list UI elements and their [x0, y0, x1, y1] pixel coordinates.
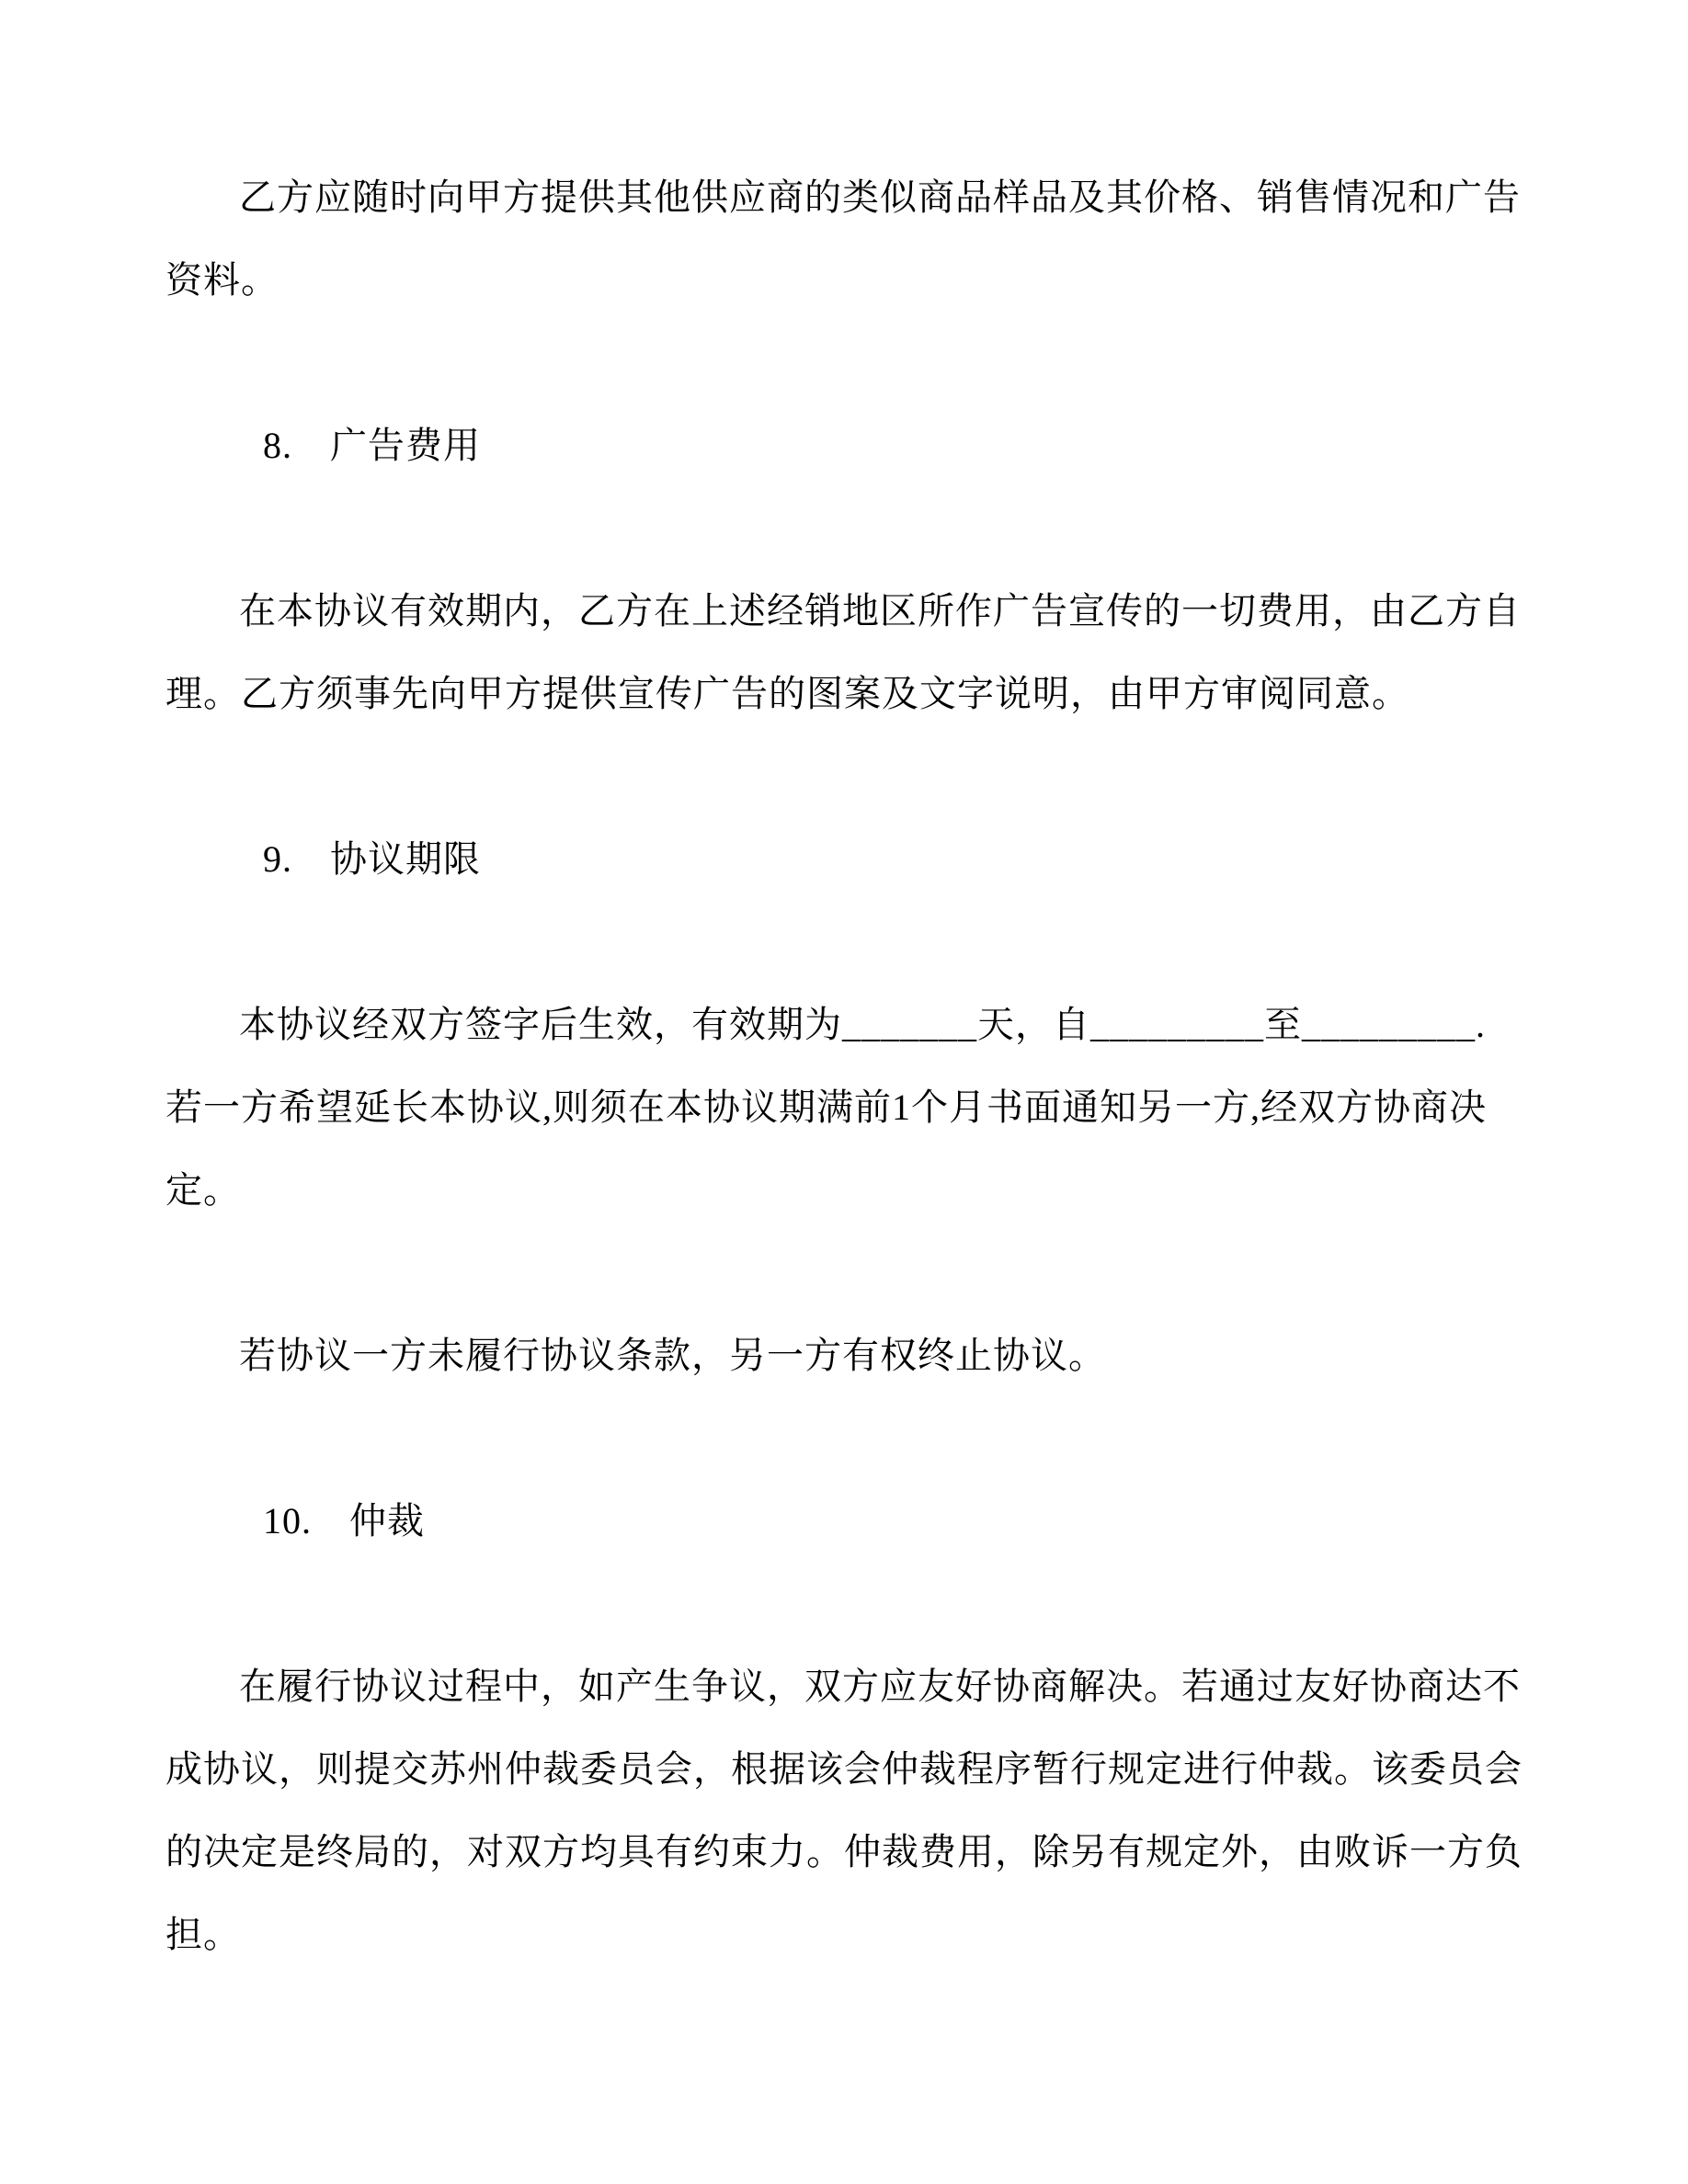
section-10-paragraph-arbitration: 在履行协议过程中，如产生争议，双方应友好协商解决。若通过友好协商达不成协议，则提交苏州仲裁委员会，根据该会仲裁程序暂行规定进行仲裁。该委员会的决定是终局的，对双方均具有约束力。仲裁费用，除另有规定外，由败诉一方负担。: [165, 1666, 1523, 1955]
section-8-paragraph-advertising-costs: 在本协议有效期内，乙方在上述经销地区所作广告宣传的一切费用，由乙方自理。乙方须事先向甲方提供宣传广告的图案及文字说明，由甲方审阅同意。: [165, 590, 1521, 714]
paragraph-supplier-samples: 乙方应随时向甲方提供其他供应商的类似商品样品及其价格、销售情况和广告资料。: [165, 176, 1521, 301]
section-9-paragraph-validity-period: 本协议经双方签字后生效，有效期为_______天，自_________至_________. 若一方希望延长本协议,则须在本协议期满前1个月书面通知另一方,经双方协商决定。: [165, 1004, 1487, 1211]
section-10-heading-arbitration: 10. 仲裁: [263, 1500, 425, 1541]
section-9-heading-agreement-term: 9. 协议期限: [263, 838, 481, 880]
section-9-paragraph-termination-right: 若协议一方未履行协议条款，另一方有权终止协议。: [239, 1335, 1106, 1376]
section-8-heading-advertising-costs: 8. 广告费用: [263, 425, 481, 466]
